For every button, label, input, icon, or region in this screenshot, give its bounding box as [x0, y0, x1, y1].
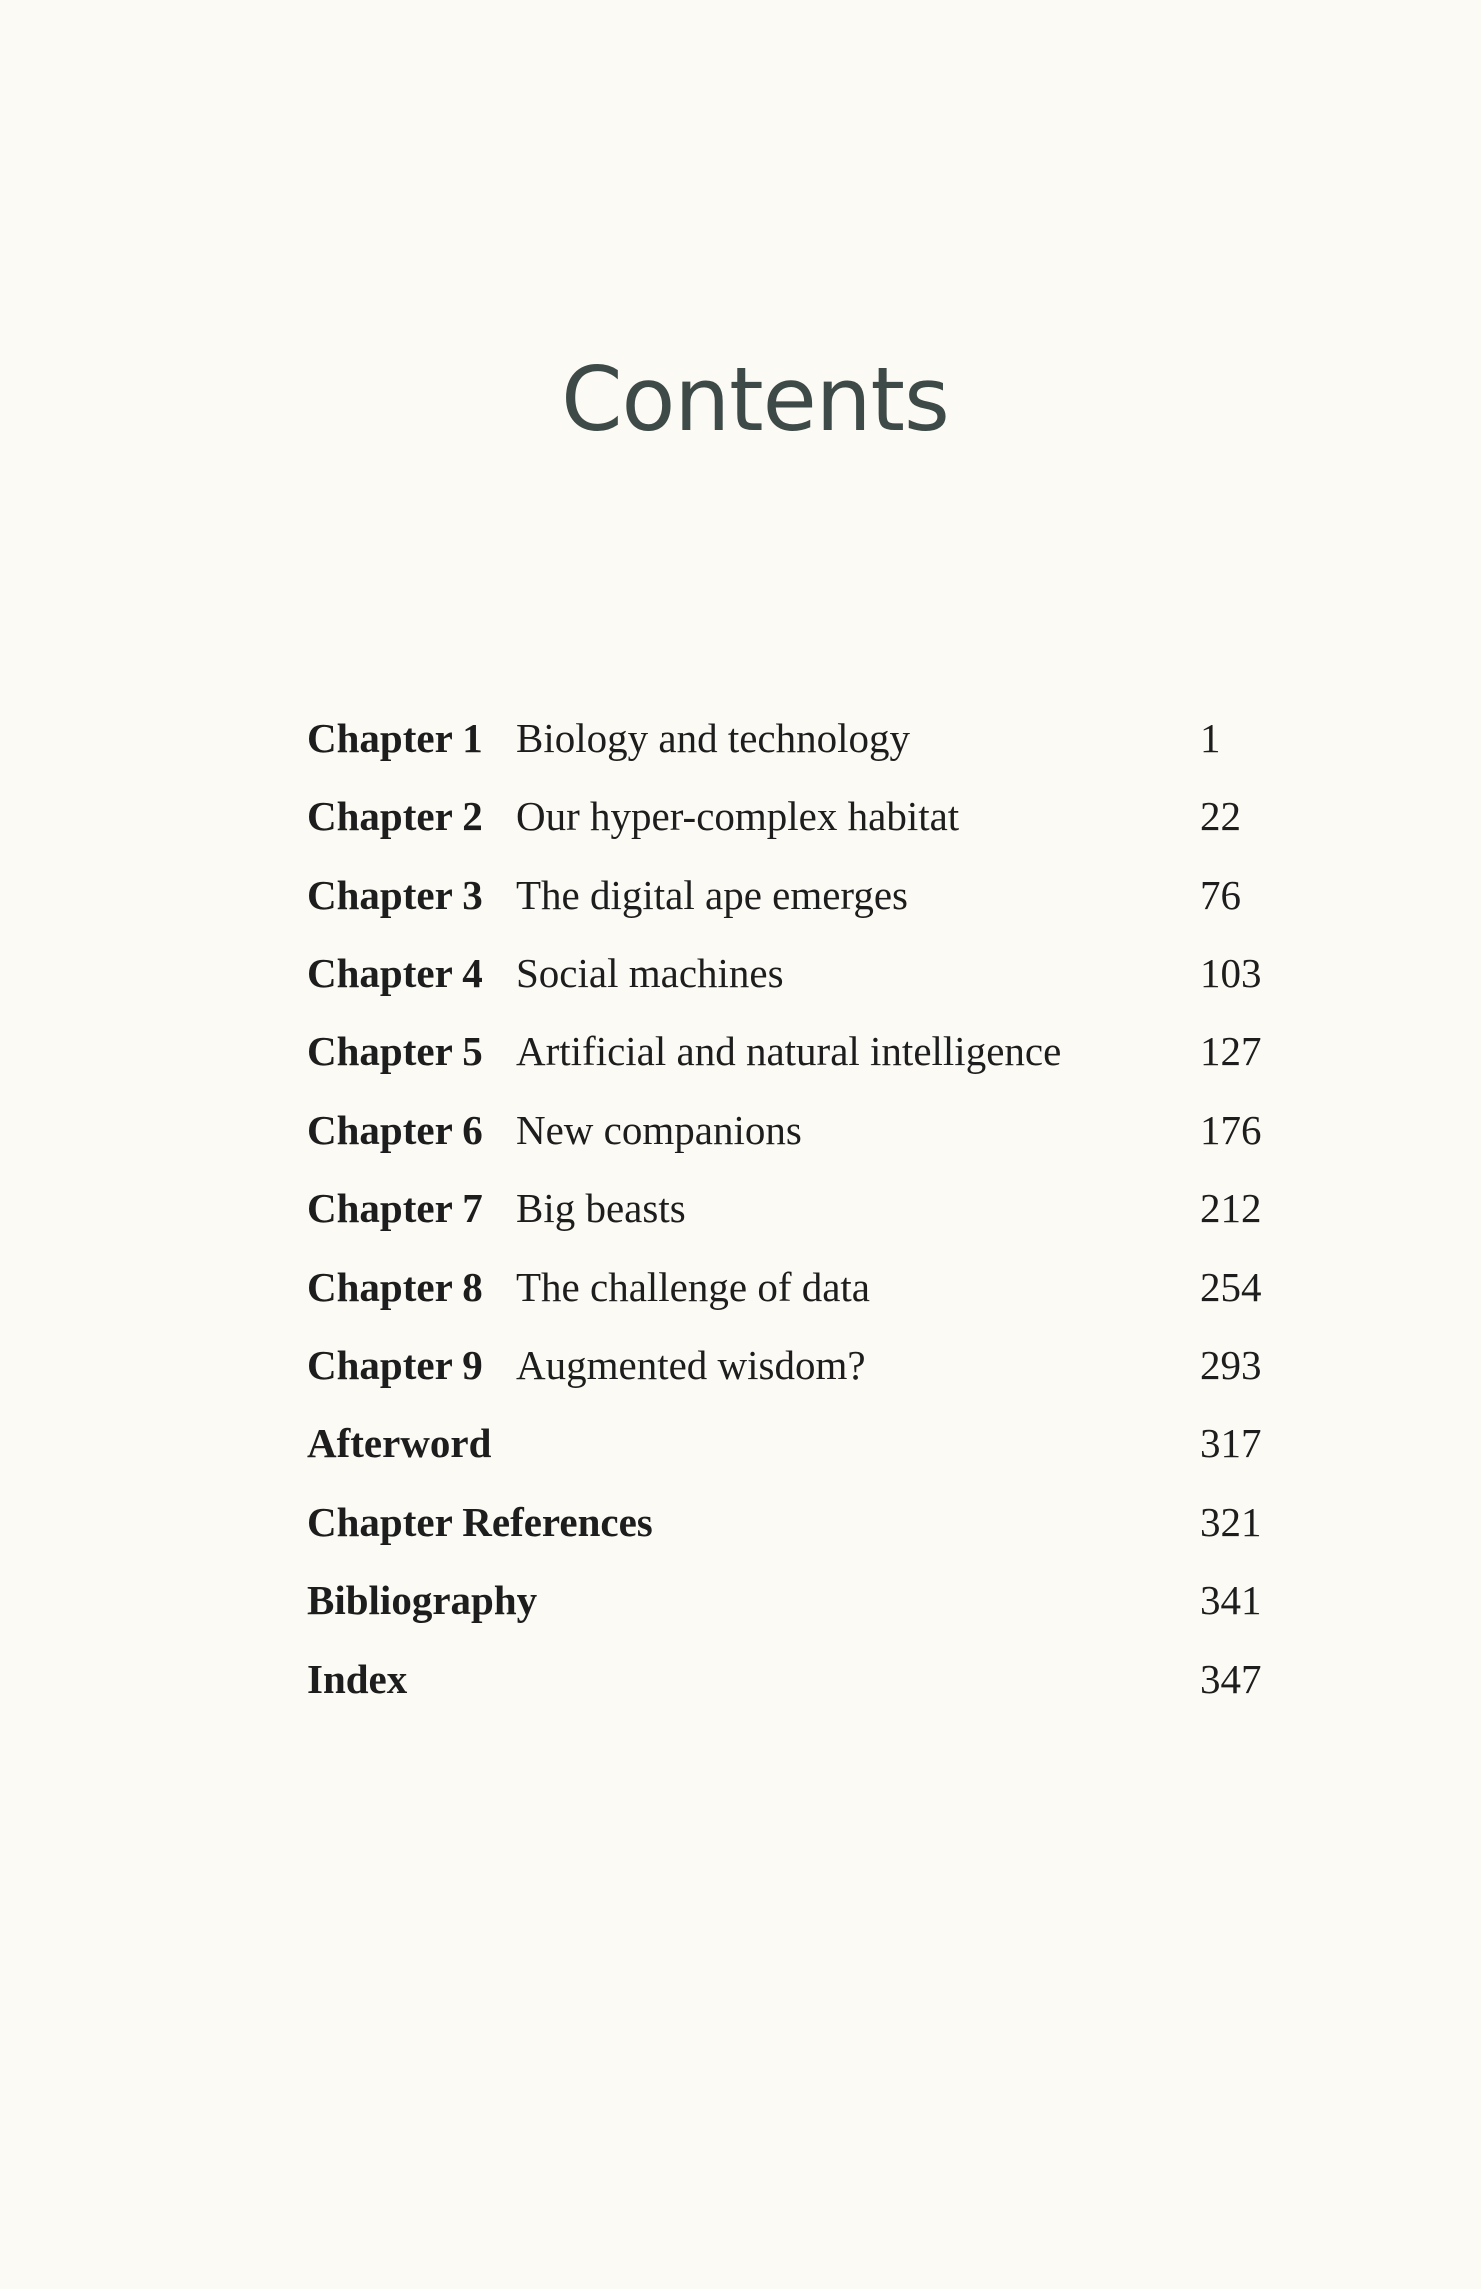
toc-entry-title: The digital ape emerges [516, 872, 909, 918]
toc-entry-chapter-9 [0, 1326, 1481, 1404]
toc-entry-page-number: 341 [1200, 1577, 1262, 1623]
toc-entry-title: Big beasts [516, 1185, 686, 1231]
toc-entry-title: Our hyper-complex habitat [516, 793, 960, 839]
toc-entry-chapter-4 [0, 934, 1481, 1012]
toc-entry-label: Bibliography [307, 1577, 538, 1623]
toc-entry-chapter-1 [0, 699, 1481, 777]
toc-entry-page-number: 176 [1200, 1107, 1262, 1153]
toc-entry-label: Chapter 8 [307, 1264, 483, 1310]
toc-entry-page-number: 254 [1200, 1264, 1262, 1310]
toc-entry-chapter-8 [0, 1248, 1481, 1326]
toc-entry-page-number: 347 [1200, 1656, 1262, 1702]
toc-entry-chapter-references [0, 1483, 1481, 1561]
toc-entry-label: Index [307, 1656, 408, 1702]
toc-entry-title: The challenge of data [516, 1264, 871, 1310]
toc-entry-label: Chapter 3 [307, 872, 483, 918]
page-title: Contents [561, 348, 949, 451]
toc-entry-label: Chapter 6 [307, 1107, 483, 1153]
toc-entry-page-number: 22 [1200, 793, 1241, 839]
toc-entry-bibliography [0, 1561, 1481, 1639]
toc-entry-title: Artificial and natural intelligence [516, 1028, 1062, 1074]
toc-entry-title: Biology and technology [516, 715, 911, 761]
toc-entry-chapter-5 [0, 1012, 1481, 1090]
toc-entry-afterword [0, 1404, 1481, 1482]
toc-entry-label: Afterword [307, 1420, 492, 1466]
toc-entry-page-number: 127 [1200, 1028, 1262, 1074]
toc-entry-page-number: 212 [1200, 1185, 1262, 1231]
toc-entry-chapter-6 [0, 1091, 1481, 1169]
toc-entry-index [0, 1640, 1481, 1718]
toc-entry-page-number: 317 [1200, 1420, 1262, 1466]
toc-entry-label: Chapter 4 [307, 950, 483, 996]
toc-entry-title: Augmented wisdom? [516, 1342, 866, 1388]
toc-entry-label: Chapter 7 [307, 1185, 483, 1231]
toc-entry-title: Social machines [516, 950, 784, 996]
toc-entry-page-number: 293 [1200, 1342, 1262, 1388]
toc-entry-page-number: 321 [1200, 1499, 1262, 1545]
toc-entry-label: Chapter 1 [307, 715, 483, 761]
toc-entry-page-number: 1 [1200, 715, 1221, 761]
toc-entry-label: Chapter 5 [307, 1028, 483, 1074]
toc-entry-page-number: 103 [1200, 950, 1262, 996]
toc-entry-label: Chapter 9 [307, 1342, 483, 1388]
toc-entry-chapter-3 [0, 856, 1481, 934]
toc-entry-title: New companions [516, 1107, 802, 1153]
toc-entry-label: Chapter 2 [307, 793, 483, 839]
toc-entry-chapter-2 [0, 777, 1481, 855]
toc-entry-page-number: 76 [1200, 872, 1241, 918]
toc-entry-label: Chapter References [307, 1499, 653, 1545]
toc-entry-chapter-7 [0, 1169, 1481, 1247]
